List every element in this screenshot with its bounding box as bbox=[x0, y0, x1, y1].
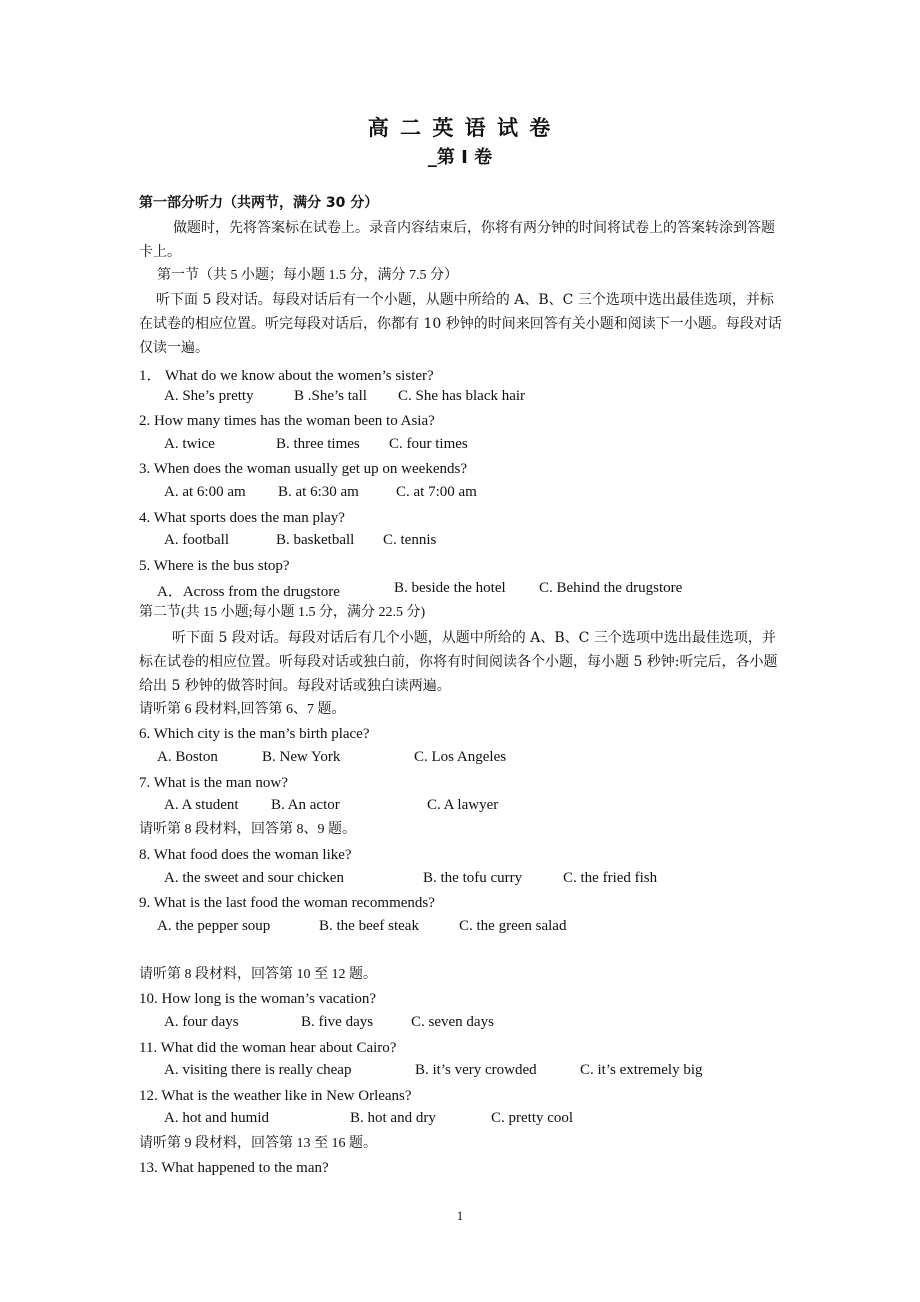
section1-instructions: 听下面 5 段对话。每段对话后有一个小题，从题中所给的 A、B、C 三个选项中选出最佳选项，并标在试卷的相应位置。听完每段对话后，你都有 10 秒钟的时间来回答有关小题和阅读下一小题。每段对话仅读一遍。 bbox=[139, 292, 782, 356]
q2-option-b[interactable]: B. three times bbox=[276, 436, 360, 452]
q6-option-c[interactable]: C. Los Angeles bbox=[414, 749, 507, 765]
q2-option-a[interactable]: A. twice bbox=[164, 436, 215, 452]
q1-option-a[interactable]: A. She’s pretty bbox=[164, 388, 254, 404]
q9-option-b[interactable]: B. the beef steak bbox=[319, 918, 419, 934]
question-11: 11. What did the woman hear about Cairo? bbox=[139, 1040, 397, 1056]
q4-option-a[interactable]: A. football bbox=[164, 532, 229, 548]
question-1: 1． What do we know about the women’s sister? bbox=[139, 368, 434, 384]
section-title: _第 I 卷 bbox=[427, 147, 493, 168]
q11-option-c[interactable]: C. it’s extremely big bbox=[580, 1062, 703, 1078]
q1-option-b[interactable]: B .She’s tall bbox=[294, 388, 367, 404]
intro-paragraph: 做题时，先将答案标在试卷上。录音内容结束后，你将有两分钟的时间将试卷上的答案转涂到答题卡上。 bbox=[139, 220, 775, 260]
q4-option-b[interactable]: B. basketball bbox=[276, 532, 355, 548]
material-8-note: 请听第 8 段材料，回答第 8、9 题。 bbox=[139, 822, 356, 837]
page-title: 高 二 英 语 试 卷 bbox=[367, 116, 553, 140]
q5-option-a[interactable]: A．Across from the drugstore bbox=[157, 584, 340, 600]
q6-option-b[interactable]: B. New York bbox=[262, 749, 341, 765]
q12-option-b[interactable]: B. hot and dry bbox=[350, 1110, 436, 1126]
q10-option-c[interactable]: C. seven days bbox=[411, 1014, 494, 1030]
q10-option-a[interactable]: A. four days bbox=[164, 1014, 239, 1030]
q3-option-a[interactable]: A. at 6:00 am bbox=[164, 484, 246, 500]
q9-option-a[interactable]: A. the pepper soup bbox=[157, 918, 271, 934]
q8-option-c[interactable]: C. the fried fish bbox=[563, 870, 658, 886]
question-12: 12. What is the weather like in New Orleans? bbox=[139, 1088, 412, 1104]
q11-option-a[interactable]: A. visiting there is really cheap bbox=[164, 1062, 352, 1078]
question-3: 3. When does the woman usually get up on weekends? bbox=[139, 461, 467, 477]
section2-heading: 第二节(共 15 小题;每小题 1.5 分，满分 22.5 分) bbox=[139, 605, 426, 620]
q2-option-c[interactable]: C. four times bbox=[389, 436, 468, 452]
question-9: 9. What is the last food the woman recommends? bbox=[139, 895, 435, 911]
q1-option-c[interactable]: C. She has black hair bbox=[398, 388, 526, 404]
question-5: 5. Where is the bus stop? bbox=[139, 558, 290, 574]
q7-option-b[interactable]: B. An actor bbox=[271, 797, 340, 813]
q9-option-c[interactable]: C. the green salad bbox=[459, 918, 567, 934]
question-4: 4. What sports does the man play? bbox=[139, 510, 345, 526]
question-13: 13. What happened to the man? bbox=[139, 1160, 329, 1176]
q8-option-a[interactable]: A. the sweet and sour chicken bbox=[164, 870, 344, 886]
q5-option-b[interactable]: B. beside the hotel bbox=[394, 580, 506, 596]
q4-option-c[interactable]: C. tennis bbox=[383, 532, 437, 548]
question-8: 8. What food does the woman like? bbox=[139, 847, 352, 863]
material-9-note: 请听第 9 段材料，回答第 13 至 16 题。 bbox=[139, 1136, 377, 1151]
q12-option-c[interactable]: C. pretty cool bbox=[491, 1110, 574, 1126]
page-number: 1 bbox=[456, 1208, 464, 1223]
q8-option-b[interactable]: B. the tofu curry bbox=[423, 870, 523, 886]
q5-option-c[interactable]: C. Behind the drugstore bbox=[539, 580, 683, 596]
question-7: 7. What is the man now? bbox=[139, 775, 288, 791]
q10-option-b[interactable]: B. five days bbox=[301, 1014, 374, 1030]
q3-option-b[interactable]: B. at 6:30 am bbox=[278, 484, 359, 500]
question-6: 6. Which city is the man’s birth place? bbox=[139, 726, 370, 742]
material-8b-note: 请听第 8 段材料，回答第 10 至 12 题。 bbox=[139, 967, 377, 982]
question-2: 2. How many times has the woman been to Asia? bbox=[139, 413, 435, 429]
q12-option-a[interactable]: A. hot and humid bbox=[164, 1110, 269, 1126]
q11-option-b[interactable]: B. it’s very crowded bbox=[415, 1062, 537, 1078]
q7-option-c[interactable]: C. A lawyer bbox=[427, 797, 499, 813]
question-10: 10. How long is the woman’s vacation? bbox=[139, 991, 377, 1007]
q6-option-a[interactable]: A. Boston bbox=[157, 749, 218, 765]
material-6-note: 请听第 6 段材料,回答第 6、7 题。 bbox=[139, 702, 346, 717]
section1-heading: 第一节（共 5 小题；每小题 1.5 分，满分 7.5 分） bbox=[157, 268, 458, 283]
q7-option-a[interactable]: A. A student bbox=[164, 797, 239, 813]
part1-heading: 第一部分听力（共两节，满分 30 分） bbox=[139, 195, 379, 211]
section2-instructions: 听下面 5 段对话。每段对话后有几个小题，从题中所给的 A、B、C 三个选项中选出最佳选项，并标在试卷的相应位置。听每段对话或独白前，你将有时间阅读各个小题，每小题 5 秒钟:听完后，各小题给出 5 秒钟的做答时间。每段对话或独白读两遍。 bbox=[139, 630, 778, 694]
q3-option-c[interactable]: C. at 7:00 am bbox=[396, 484, 477, 500]
